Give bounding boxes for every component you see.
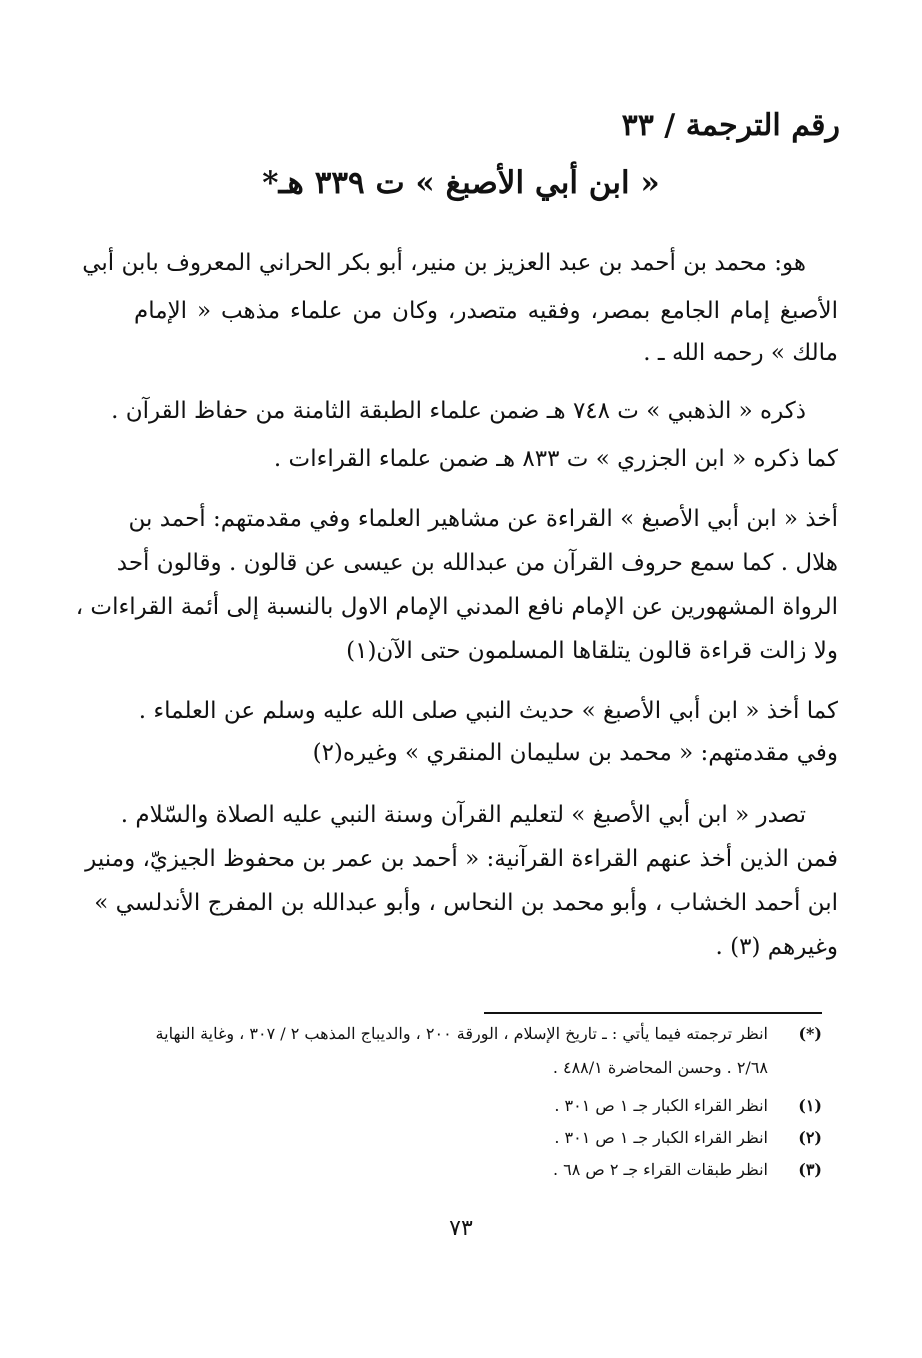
paragraph-4-line-2: وفي مقدمتهم: « محمد بن سليمان المنقري » وغيره(٢) <box>312 740 838 766</box>
footnote-marker: (*) <box>798 1024 822 1043</box>
paragraph-2-line-2: كما ذكره « ابن الجزري » ت ٨٣٣ هـ ضمن علماء القراءات . <box>273 446 838 472</box>
footnote-text: انظر القراء الكبار جـ ١ ص ٣٠١ . <box>554 1096 768 1115</box>
paragraph-3-line-1: أخذ « ابن أبي الأصبغ » القراءة عن مشاهير العلماء وفي مقدمتهم: أحمد بن <box>128 506 838 532</box>
paragraph-5-line-4: وغيرهم (٣) . <box>715 934 838 960</box>
paragraph-5-line-3: ابن أحمد الخشاب ، وأبو محمد بن النحاس ، وأبو عبدالله بن المفرج الأندلسي » <box>94 890 838 916</box>
paragraph-3-line-4: ولا زالت قراءة قالون يتلقاها المسلمون حتى الآن(١) <box>346 638 838 664</box>
paragraph-2-line-1: ذكره « الذهبي » ت ٧٤٨ هـ ضمن علماء الطبقة الثامنة من حفاظ القرآن . <box>111 398 806 424</box>
paragraph-5-line-2: فمن الذين أخذ عنهم القراءة القرآنية: « أحمد بن عمر بن محفوظ الجيزيّ، ومنير <box>85 846 838 872</box>
paragraph-1-line-3: مالك » رحمه الله ـ . <box>643 340 838 366</box>
footnote-separator <box>484 1012 822 1014</box>
paragraph-4-line-1: كما أخذ « ابن أبي الأصبغ » حديث النبي صلى الله عليه وسلم عن العلماء . <box>138 698 838 724</box>
footnote-0 <box>138 1024 822 1043</box>
paragraph-5-line-1: تصدر « ابن أبي الأصبغ » لتعليم القرآن وسنة النبي عليه الصلاة والسّلام . <box>120 802 806 828</box>
footnote-1 <box>138 1096 822 1115</box>
footnote-text: انظر القراء الكبار جـ ١ ص ٣٠١ . <box>554 1128 768 1147</box>
paragraph-3-line-2: هلال . كما سمع حروف القرآن من عبدالله بن عيسى عن قالون . وقالون أحد <box>116 550 838 576</box>
entry-number-heading: رقم الترجمة / ٣٣ <box>621 108 840 143</box>
footnote-2 <box>138 1128 822 1147</box>
footnote-text: ٢/٦٨ . وحسن المحاضرة ٤٨٨/١ . <box>552 1058 768 1077</box>
biography-title: « ابن أبي الأصبغ » ت ٣٣٩ هـ* <box>262 165 660 201</box>
footnote-text: انظر طبقات القراء جـ ٢ ص ٦٨ . <box>552 1160 768 1179</box>
footnote-0-continuation <box>138 1058 768 1077</box>
page-number: ٧٣ <box>449 1216 473 1241</box>
footnote-marker: (٣) <box>798 1160 822 1179</box>
paragraph-1-line-2: الأصبغ إمام الجامع بمصر، وفقيه متصدر، وكان من علماء مذهب « الإمام <box>134 298 838 324</box>
footnote-marker: (٢) <box>798 1128 822 1147</box>
paragraph-1-line-1: هو: محمد بن أحمد بن عبد العزيز بن منير، أبو بكر الحراني المعروف بابن أبي <box>82 250 806 276</box>
footnote-marker: (١) <box>798 1096 822 1115</box>
paragraph-3-line-3: الرواة المشهورين عن الإمام نافع المدني الإمام الاول بالنسبة إلى أئمة القراءات ، <box>75 594 838 620</box>
footnote-text: انظر ترجمته فيما يأتي : ـ تاريخ الإسلام ، الورقة ٢٠٠ ، والديباج المذهب ٢ / ٣٠٧ ، وغاية النهاية <box>155 1024 768 1043</box>
footnote-3 <box>138 1160 822 1179</box>
